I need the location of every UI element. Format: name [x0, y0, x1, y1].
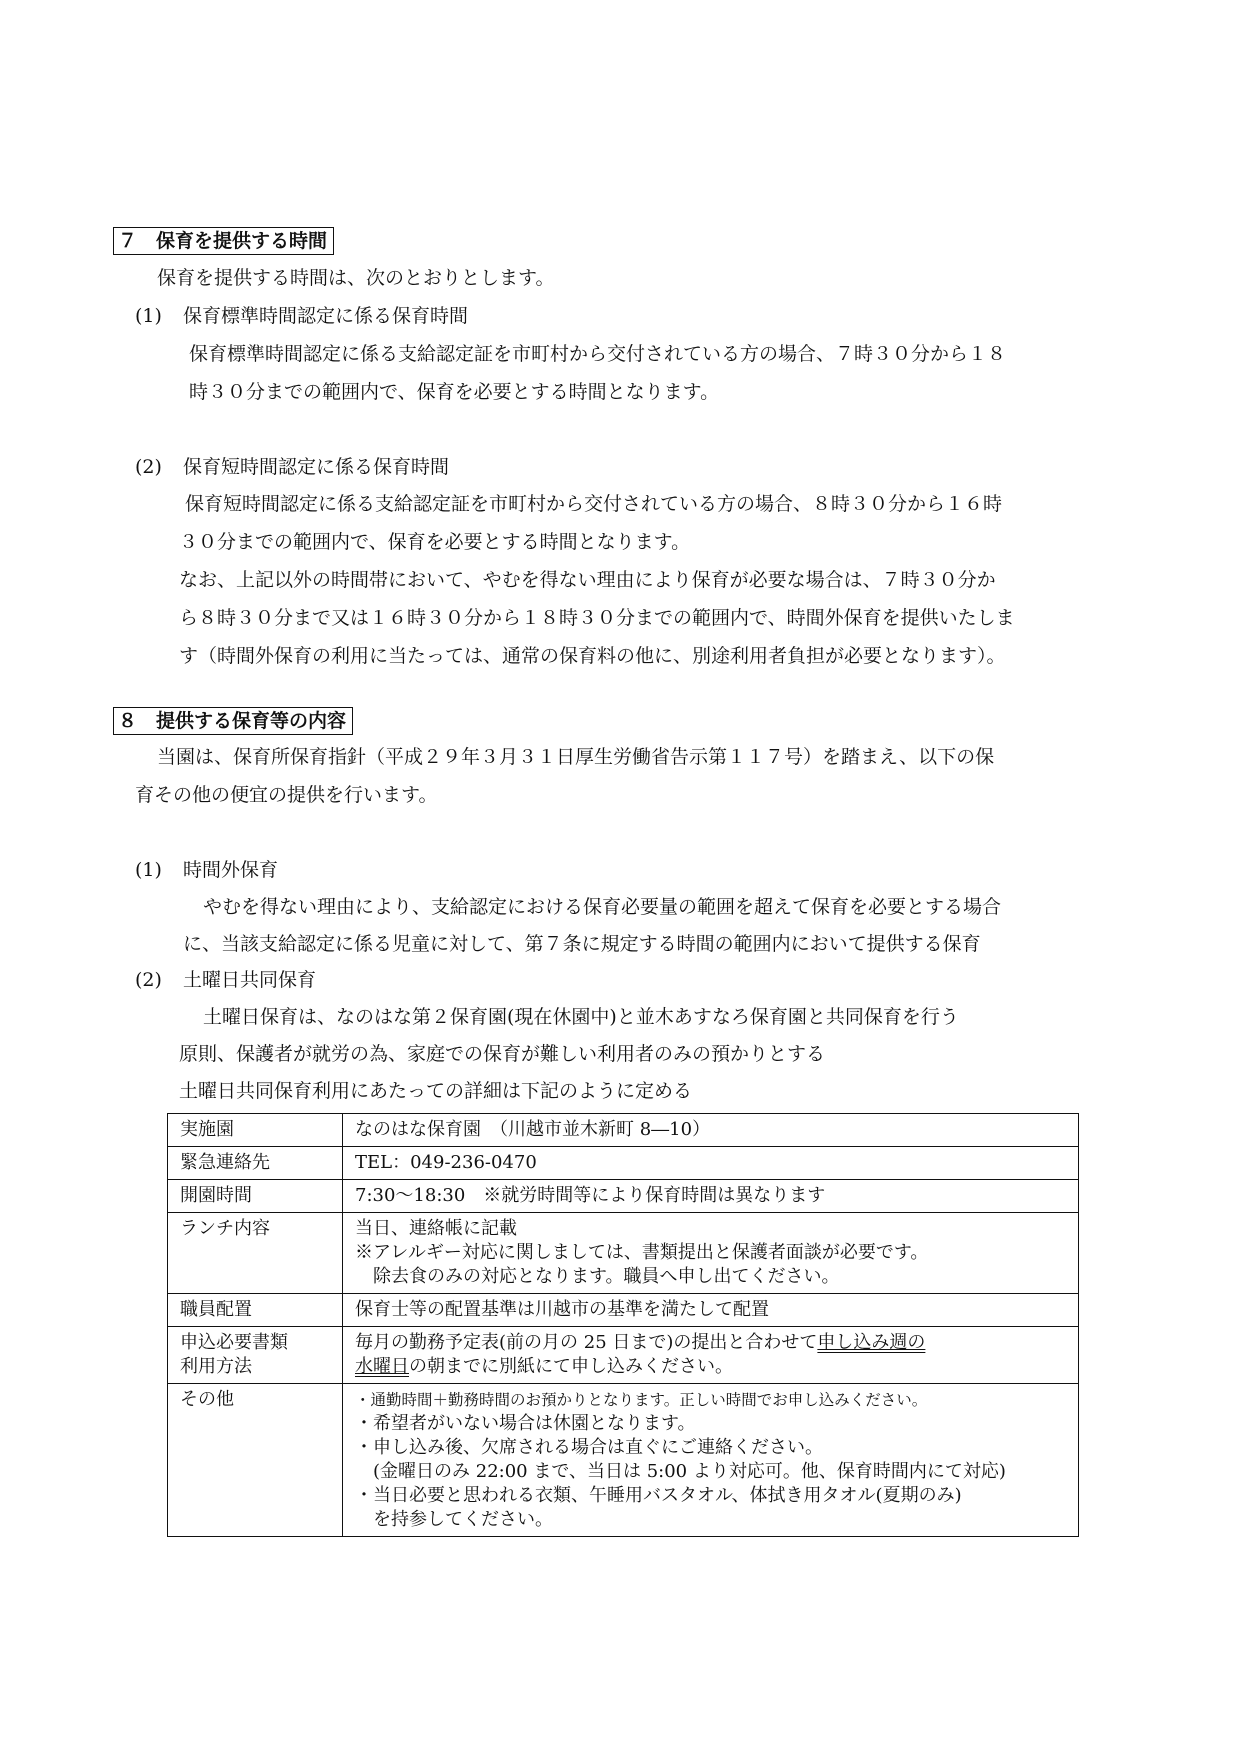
paragraph-line: 原則、保護者が就労の為、家庭での保育が難しい利用者のみの預かりとする — [179, 1043, 826, 1065]
cell-line: 利用方法 — [180, 1356, 252, 1377]
saturday-care-table — [167, 1113, 1079, 1537]
paragraph-line: 時３０分までの範囲内で、保育を必要とする時間となります。 — [189, 381, 720, 403]
paragraph-line: 保育短時間認定に係る支給認定証を市町村から交付されている方の場合、８時３０分から１６時 — [185, 493, 1003, 515]
paragraph-line: す（時間外保育の利用に当たっては、通常の保育料の他に、別途利用者負担が必要となります）。 — [179, 645, 1006, 667]
section-8-heading: ８ 提供する保育等の内容 — [113, 707, 353, 735]
paragraph-line: 保育標準時間認定に係る支給認定証を市町村から交付されている方の場合、７時３０分から１８ — [189, 343, 1007, 365]
application-underlined-text: 申し込み週の — [817, 1332, 926, 1353]
cell-line: ・申し込み後、欠席される場合は直ぐにご連絡ください。 — [355, 1437, 823, 1458]
cell-line: 当日、連絡帳に記載 — [355, 1218, 517, 1239]
paragraph-line: 土曜日保育は、なのはな第２保育園(現在休園中)と並木あすなろ保育園と共同保育を行う — [203, 1006, 959, 1028]
table-label-other: その他 — [168, 1384, 343, 1537]
table-label-staff: 職員配置 — [168, 1294, 343, 1327]
table-row — [168, 1213, 1079, 1294]
application-text: 毎月の勤務予定表(前の月の 25 日まで)の提出と合わせて — [355, 1332, 818, 1353]
paragraph-line: なお、上記以外の時間帯において、やむを得ない理由により保育が必要な場合は、７時３０分か — [179, 569, 996, 591]
paragraph-line: やむを得ない理由により、支給認定における保育必要量の範囲を超えて保育を必要とする場合 — [203, 896, 1002, 918]
table-label-hours: 開園時間 — [168, 1180, 343, 1213]
table-value-lunch — [343, 1213, 1079, 1294]
table-row — [168, 1384, 1079, 1537]
table-label-lunch: ランチ内容 — [168, 1213, 343, 1294]
application-underlined-text: 水曜日 — [355, 1356, 409, 1377]
section-7-heading: ７ 保育を提供する時間 — [113, 227, 334, 255]
table-row — [168, 1180, 1079, 1213]
cell-line: ・通勤時間＋勤務時間のお預かりとなります。正しい時間でお申し込みください。 — [355, 1391, 928, 1409]
table-value-hours: 7:30～18:30 ※就労時間等により保育時間は異なります — [343, 1180, 1079, 1213]
section-7-intro: 保育を提供する時間は、次のとおりとします。 — [157, 267, 555, 289]
cell-line — [355, 1355, 1066, 1379]
cell-line: (金曜日のみ 22:00 まで、当日は 5:00 より対応可。他、保育時間内にて対応) — [355, 1461, 1006, 1482]
section-8-sub1-number: (1) — [135, 859, 162, 881]
table-row — [168, 1114, 1079, 1147]
table-row — [168, 1327, 1079, 1384]
table-label-application — [168, 1327, 343, 1384]
paragraph-line: 土曜日共同保育利用にあたっての詳細は下記のように定める — [179, 1080, 693, 1102]
paragraph-line: ら８時３０分まで又は１６時３０分から１８時３０分までの範囲内で、時間外保育を提供いたしま — [179, 607, 1015, 629]
table-value-application — [343, 1327, 1079, 1384]
section-8-sub2-title: 土曜日共同保育 — [183, 969, 317, 991]
section-8-intro-line: 育その他の便宜の提供を行います。 — [135, 784, 438, 806]
cell-line: を持参してください。 — [355, 1509, 553, 1530]
cell-line: ・当日必要と思われる衣類、午睡用バスタオル、体拭き用タオル(夏期のみ) — [355, 1485, 962, 1506]
paragraph-line: ３０分までの範囲内で、保育を必要とする時間となります。 — [179, 531, 691, 553]
section-7-sub2-number: (2) — [135, 456, 162, 478]
section-8-intro-line: 当園は、保育所保育指針（平成２９年３月３１日厚生労働省告示第１１７号）を踏まえ、以下の保 — [157, 746, 995, 768]
table-label-venue: 実施園 — [168, 1114, 343, 1147]
cell-line: 申込必要書類 — [180, 1332, 288, 1353]
application-text: の朝までに別紙にて申し込みください。 — [409, 1356, 733, 1377]
table-row — [168, 1294, 1079, 1327]
table-row — [168, 1147, 1079, 1180]
table-value-staff: 保育士等の配置基準は川越市の基準を満たして配置 — [343, 1294, 1079, 1327]
section-8-sub2-number: (2) — [135, 969, 162, 991]
section-7-sub1-number: (1) — [135, 305, 162, 327]
table-value-venue: なのはな保育園 （川越市並木新町 8―10） — [343, 1114, 1079, 1147]
cell-line — [355, 1331, 1066, 1355]
table-value-emergency: TEL：049-236-0470 — [343, 1147, 1079, 1180]
section-7-sub1-title: 保育標準時間認定に係る保育時間 — [183, 305, 469, 327]
table-value-other — [343, 1384, 1079, 1537]
section-7-sub2-title: 保育短時間認定に係る保育時間 — [183, 456, 450, 478]
section-8-sub1-title: 時間外保育 — [183, 859, 279, 881]
cell-line: 除去食のみの対応となります。職員へ申し出てください。 — [355, 1266, 840, 1287]
cell-line: ※アレルギー対応に関しましては、書類提出と保護者面談が必要です。 — [355, 1242, 929, 1263]
table-label-emergency: 緊急連絡先 — [168, 1147, 343, 1180]
cell-line: ・希望者がいない場合は休園となります。 — [355, 1413, 696, 1434]
paragraph-line: に、当該支給認定に係る児童に対して、第７条に規定する時間の範囲内において提供する保育 — [183, 933, 981, 955]
